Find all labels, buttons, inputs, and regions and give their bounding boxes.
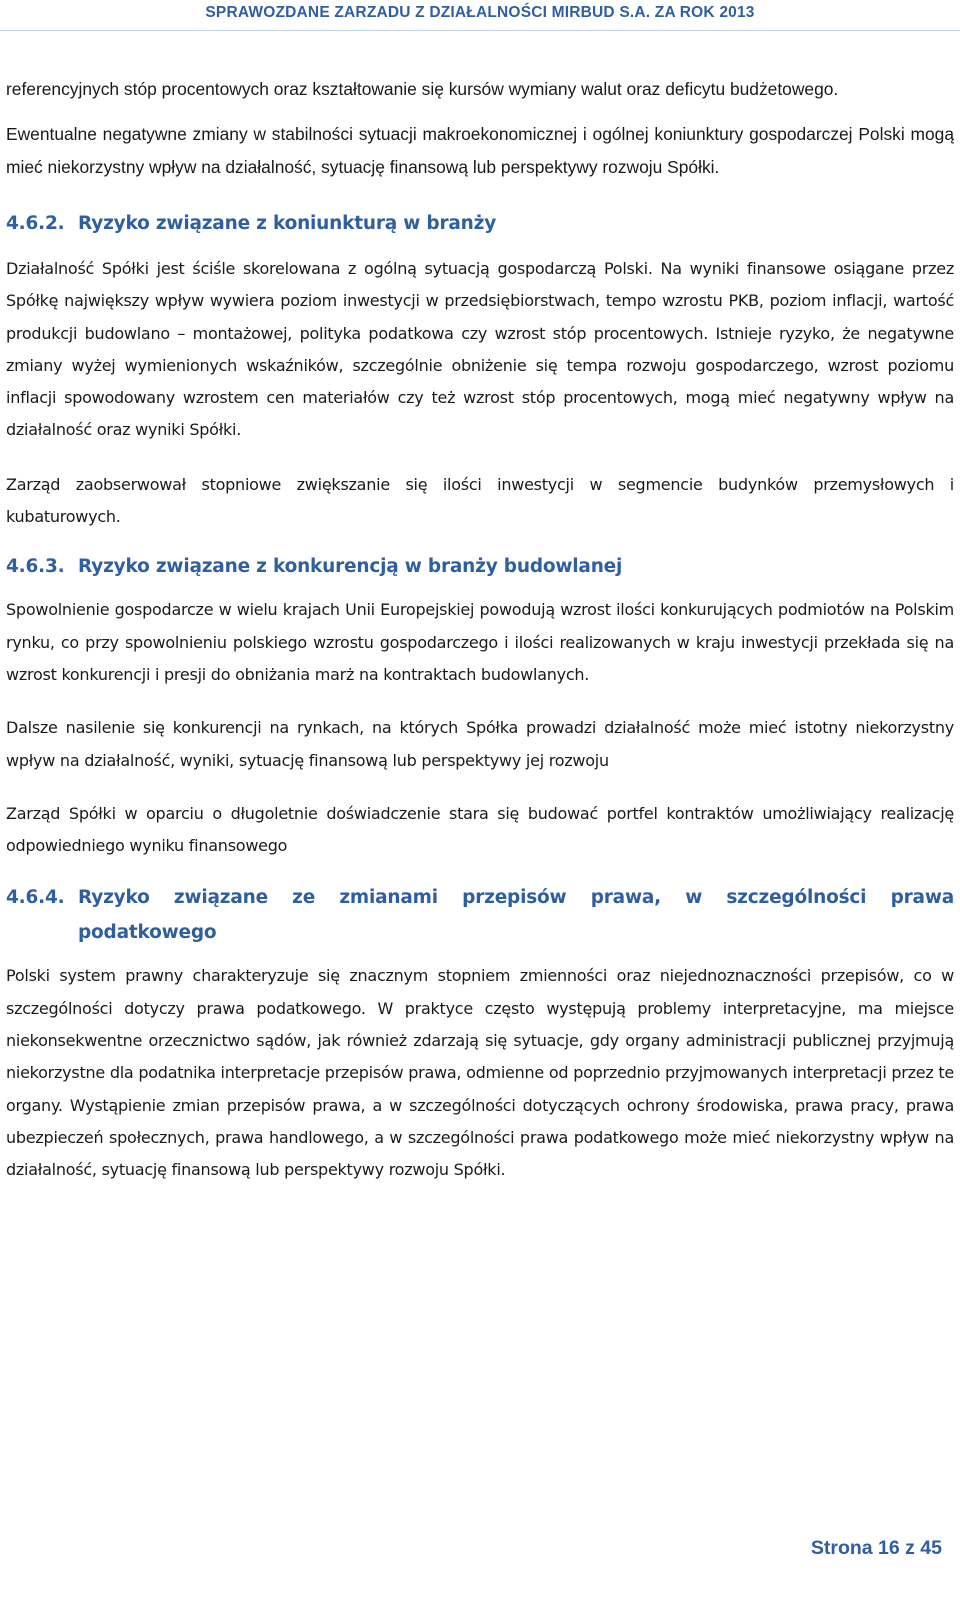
section-title: Ryzyko związane ze zmianami przepisów prawa, w szczególności prawa podatkowego xyxy=(78,887,954,944)
paragraph: Polski system prawny charakteryzuje się znacznym stopniem zmienności oraz niejednoznaczności przepisów, co w szczególności dotyczy prawa podatkowego. W praktyce często występują problemy interpretacyjne, ma miejsce niekonsekwentne orzecznictwo sądów, jak również zdarzają się sytuacje, gdy organy administracji publicznej przyjmują niekorzystne dla podatnika interpretacje przepisów prawa, odmienne od poprzednio przyjmowanych interpretacji przez te organy. Wystąpienie zmian przepisów prawa, a w szczególności dotyczących ochrony środowiska, prawa pracy, prawa ubezpieczeń społecznych, prawa handlowego, a w szczególności prawa podatkowego może mieć niekorzystny wpływ na działalność, sytuację finansową lub perspektywy rozwoju Spółki. xyxy=(6,966,954,1180)
page-content xyxy=(6,73,954,1187)
paragraph: Spowolnienie gospodarcze w wielu krajach Unii Europejskiej powodują wzrost ilości konkurujących podmiotów na Polskim rynku, co przy spowolnieniu polskiego wzrostu gospodarczego i ilości realizowanych w kraju inwestycji przekłada się na wzrost konkurencji i presji do obniżania marż na kontraktach budowlanych. xyxy=(6,600,954,684)
paragraph: Działalność Spółki jest ściśle skorelowana z ogólną sytuacją gospodarczą Polski. Na wyniki finansowe osiągane przez Spółkę największy wpływ wywiera poziom inwestycji w przedsiębiorstwach, tempo wzrostu PKB, poziom inflacji, wartość produkcji budowlano – montażowej, polityka podatkowa czy wzrost stóp procentowych. Istnieje ryzyko, że negatywne zmiany wyżej wymienionych wskaźników, szczególnie obniżenie się tempa rozwoju gospodarczego, wzrost poziomu inflacji spowodowany wzrostem cen materiałów czy też wzrost stóp procentowych, mogą mieć negatywny wpływ na działalność oraz wyniki Spółki. xyxy=(6,259,954,440)
paragraph: Ewentualne negatywne zmiany w stabilności sytuacji makroekonomicznej i ogólnej koniunktury gospodarczej Polski mogą mieć niekorzystny wpływ na działalność, sytuację finansową lub perspektywy rozwoju Spółki. xyxy=(6,124,954,177)
header-divider xyxy=(0,30,960,31)
section-heading-4-6-2 xyxy=(6,206,954,241)
section-heading-4-6-4 xyxy=(6,880,954,950)
section-number: 4.6.4. xyxy=(6,887,65,909)
section-title: Ryzyko związane z konkurencją w branży budowlanej xyxy=(78,556,623,578)
page-header: SPRAWOZDANE ZARZADU Z DZIAŁALNOŚCI MIRBUD S.A. ZA ROK 2013 xyxy=(205,4,755,21)
section-heading-4-6-3 xyxy=(6,549,954,584)
paragraph: Dalsze nasilenie się konkurencji na rynkach, na których Spółka prowadzi działalność może mieć istotny niekorzystny wpływ na działalność, wyniki, sytuację finansową lub perspektywy jej rozwoju xyxy=(6,718,954,770)
paragraph: Zarząd Spółki w oparciu o długoletnie doświadczenie stara się budować portfel kontraktów umożliwiający realizację odpowiedniego wyniku finansowego xyxy=(6,803,954,856)
section-title: Ryzyko związane z koniunkturą w branży xyxy=(78,213,497,234)
section-number: 4.6.3. xyxy=(6,556,65,578)
section-number: 4.6.2. xyxy=(6,213,65,234)
page-number: Strona 16 z 45 xyxy=(810,1537,942,1559)
paragraph: Zarząd zaobserwował stopniowe zwiększanie się ilości inwestycji w segmencie budynków przemysłowych i kubaturowych. xyxy=(6,474,954,527)
paragraph: referencyjnych stóp procentowych oraz kształtowanie się kursów wymiany walut oraz deficytu budżetowego. xyxy=(6,79,839,99)
